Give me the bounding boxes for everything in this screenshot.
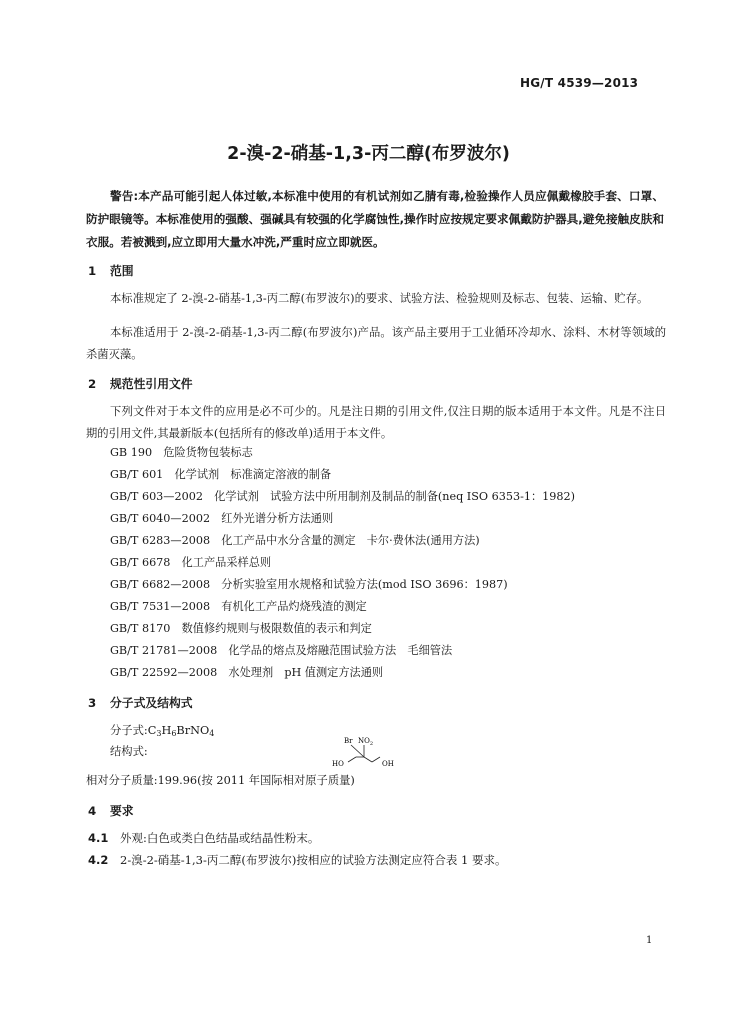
section-title: 规范性引用文件: [110, 377, 193, 391]
clause-number: 4.2: [88, 853, 109, 867]
structural-formula-diagram: [330, 732, 410, 768]
reference-item: GB/T 6678 化工产品采样总则: [110, 556, 272, 569]
section-title: 分子式及结构式: [110, 696, 193, 710]
warning-paragraph: 警告:本产品可能引起人体过敏,本标准中使用的有机试剂如乙腈有毒,检验操作人员应佩戴橡胶手套、口罩、防护眼镜等。本标准使用的强酸、强碱具有较强的化学腐蚀性,操作时应按规定要求佩戴防护器具,避免接触皮肤和衣服。若被溅到,应立即用大量水冲洗,严重时应立即就医。: [86, 189, 664, 249]
section-number: 3: [88, 696, 97, 710]
section-4-heading: [88, 802, 134, 819]
reference-item: GB/T 22592—2008 水处理剂 pH 值测定方法通则: [110, 666, 384, 679]
reference-item: GB/T 603—2002 化学试剂 试验方法中所用制剂及制品的制备(neq ISO 6353-1：1982): [110, 490, 576, 503]
scope-paragraph-2: 本标准适用于 2-溴-2-硝基-1,3-丙二醇(布罗波尔)产品。该产品主要用于工业循环冷却水、涂料、木材等领域的杀菌灭藻。: [86, 326, 666, 361]
molecular-formula: [110, 722, 214, 738]
reference-item: GB/T 601 化学试剂 标准滴定溶液的制备: [110, 468, 332, 481]
reference-item: GB/T 8170 数值修约规则与极限数值的表示和判定: [110, 622, 372, 635]
reference-item: GB/T 7531—2008 有机化工产品灼烧残渣的测定: [110, 600, 367, 613]
requirement-4-2: [88, 852, 506, 868]
section-title: 要求: [110, 804, 134, 818]
section-1-heading: [88, 262, 134, 279]
formula-h-count: 6: [171, 729, 177, 738]
document-title: 2-溴-2-硝基-1,3-丙二醇(布罗波尔): [227, 144, 510, 164]
bond-br: [351, 745, 364, 757]
structure-no2-main: NO: [358, 737, 370, 745]
section-2-heading: [88, 375, 193, 392]
section-number: 1: [88, 264, 97, 278]
section-number: 2: [88, 377, 97, 391]
section-title: 范围: [110, 264, 134, 278]
formula-label: 分子式:: [110, 724, 148, 737]
bond-right-1: [364, 757, 372, 762]
reference-item: GB/T 6283—2008 化工产品中水分含量的测定 卡尔·费休法(通用方法): [110, 534, 480, 547]
clause-text: 外观:白色或类白色结晶或结晶性粉末。: [120, 831, 320, 845]
structure-label: 结构式:: [110, 745, 148, 758]
structure-ho-label: HO: [332, 760, 344, 768]
standard-code: HG/T 4539—2013: [520, 76, 639, 90]
structure-oh-label: OH: [382, 760, 394, 768]
structure-no2-label: [358, 737, 373, 747]
formula-c: C: [147, 724, 157, 737]
formula-o-count: 4: [209, 729, 215, 738]
reference-item: GB/T 21781—2008 化学品的熔点及熔融范围试验方法 毛细管法: [110, 644, 453, 657]
formula-h: H: [161, 724, 172, 737]
bond-right-2: [372, 757, 380, 762]
section-3-heading: [88, 694, 193, 711]
formula-c-count: 3: [156, 729, 162, 738]
bond-left-1: [348, 757, 356, 762]
formula-brno: BrNO: [176, 724, 210, 737]
relative-molecular-mass: 相对分子质量:199.96(按 2011 年国际相对原子质量): [86, 774, 355, 787]
reference-item: GB/T 6682—2008 分析实验室用水规格和试验方法(mod ISO 3696：1987): [110, 578, 508, 591]
section-number: 4: [88, 804, 97, 818]
requirement-4-1: [88, 830, 319, 846]
scope-paragraph-1: 本标准规定了 2-溴-2-硝基-1,3-丙二醇(布罗波尔)的要求、试验方法、检验规则及标志、包装、运输、贮存。: [110, 292, 649, 305]
normative-references-intro: 下列文件对于本文件的应用是必不可少的。凡是注日期的引用文件,仅注日期的版本适用于本文件。凡是不注日期的引用文件,其最新版本(包括所有的修改单)适用于本文件。: [86, 405, 666, 440]
clause-number: 4.1: [88, 831, 109, 845]
reference-item: GB 190 危险货物包装标志: [110, 446, 253, 459]
clause-text: 2-溴-2-硝基-1,3-丙二醇(布罗波尔)按相应的试验方法测定应符合表 1 要求。: [120, 853, 507, 867]
structure-no2-sub: 2: [369, 741, 374, 747]
page-number: 1: [646, 935, 653, 946]
reference-item: GB/T 6040—2002 红外光谱分析方法通则: [110, 512, 334, 525]
structure-br-label: Br: [344, 737, 353, 745]
